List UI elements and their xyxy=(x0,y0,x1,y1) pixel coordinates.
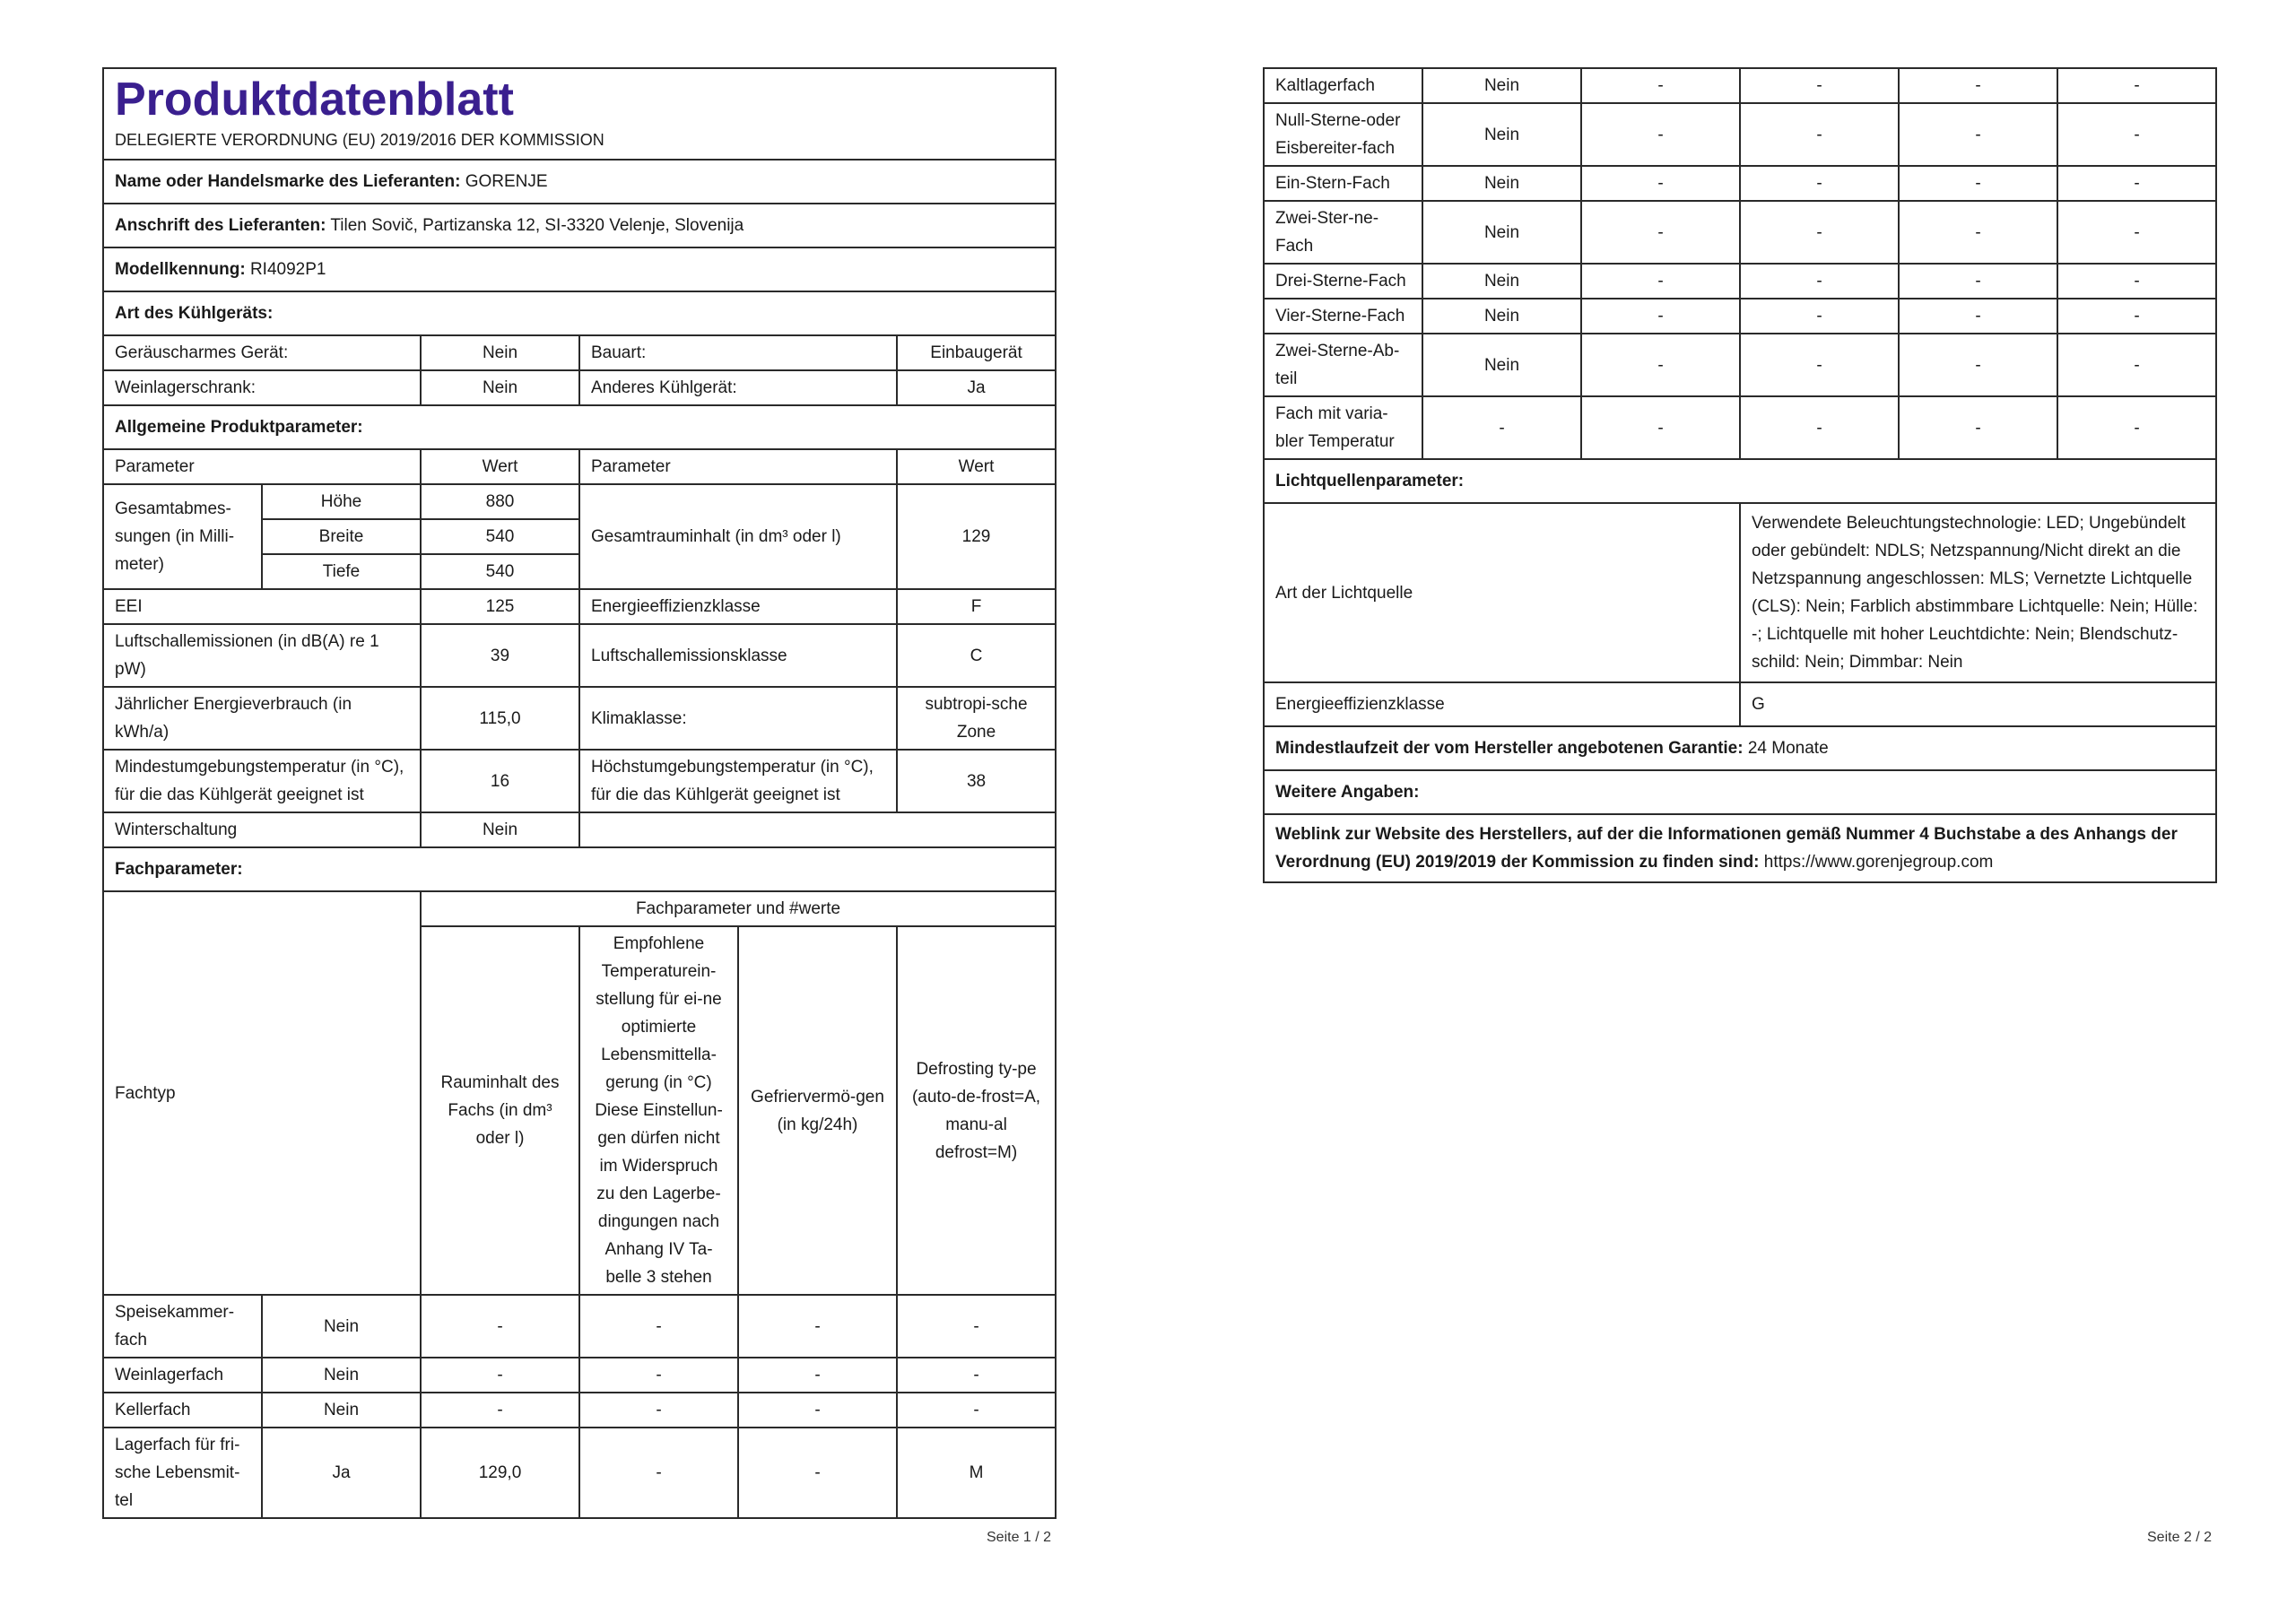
more-heading-row xyxy=(1264,770,2216,814)
comp-volume: 129,0 xyxy=(421,1428,579,1518)
value-column-header: Wert xyxy=(421,449,579,484)
comp-name: Ein-Stern-Fach xyxy=(1264,166,1422,201)
general-heading: Allgemeine Produktparameter: xyxy=(103,405,1056,449)
value-column-header: Wert xyxy=(897,449,1056,484)
comp-row xyxy=(103,1393,1056,1428)
dimension-name: Höhe xyxy=(262,484,421,519)
warranty-row xyxy=(1264,726,2216,770)
comp-present: Nein xyxy=(262,1295,421,1358)
comp-volume: - xyxy=(1581,264,1740,299)
dimensions-label: Gesamtabmes-sungen (in Milli-meter) xyxy=(103,484,262,589)
regulation-subtitle: DELEGIERTE VERORDNUNG (EU) 2019/2016 DER KOMMISSION xyxy=(115,131,604,149)
datasheet-page-1 xyxy=(102,67,1055,1519)
comp-name: Drei-Sterne-Fach xyxy=(1264,264,1422,299)
dimension-value: 540 xyxy=(421,519,579,554)
datasheet-page-2 xyxy=(1263,67,2215,883)
param-row xyxy=(103,687,1056,750)
comp-freezing-capacity: - xyxy=(1899,299,2057,334)
comp-name: Fach mit varia-bler Temperatur xyxy=(1264,396,1422,459)
param-column-header: Parameter xyxy=(103,449,421,484)
light-class-row xyxy=(1264,682,2216,726)
dimension-name: Breite xyxy=(262,519,421,554)
comp-temperature: - xyxy=(579,1358,738,1393)
winter-label: Winterschaltung xyxy=(103,812,421,847)
type-param-label: Geräuscharmes Gerät: xyxy=(103,335,421,370)
param-label: Jährlicher Energieverbrauch (in kWh/a) xyxy=(103,687,421,750)
address-label: Anschrift des Lieferanten: xyxy=(115,216,326,235)
comp-freezing-capacity: - xyxy=(738,1428,897,1518)
dimension-row xyxy=(103,484,1056,519)
page-title: Produktdatenblatt xyxy=(115,74,514,126)
model-row xyxy=(103,247,1056,291)
weblink-value[interactable]: https://www.gorenjegroup.com xyxy=(1763,853,1994,872)
param-label: Luftschallemissionsklasse xyxy=(579,624,897,687)
comp-defrost-type: M xyxy=(897,1428,1056,1518)
comp-volume: - xyxy=(1581,396,1740,459)
comp-temperature: - xyxy=(1740,166,1899,201)
param-label: Klimaklasse: xyxy=(579,687,897,750)
light-type-row xyxy=(1264,503,2216,682)
light-class-value: G xyxy=(1740,682,2216,726)
general-heading-row xyxy=(103,405,1056,449)
type-param-value: Ja xyxy=(897,370,1056,405)
volume-label: Gesamtrauminhalt (in dm³ oder l) xyxy=(579,484,897,589)
param-value: C xyxy=(897,624,1056,687)
model-value: RI4092P1 xyxy=(249,260,326,279)
type-param-value: Nein xyxy=(421,335,579,370)
param-value: 38 xyxy=(897,750,1056,812)
comp-temperature: - xyxy=(1740,264,1899,299)
comp-volume: - xyxy=(1581,103,1740,166)
comp-heading-row xyxy=(103,847,1056,891)
comp-temperature: - xyxy=(1740,299,1899,334)
comp-column-header: Gefriervermö-gen (in kg/24h) xyxy=(738,926,897,1295)
light-heading: Lichtquellenparameter: xyxy=(1264,459,2216,503)
comp-volume: - xyxy=(1581,201,1740,264)
param-row xyxy=(103,589,1056,624)
comp-name: Weinlagerfach xyxy=(103,1358,262,1393)
warranty-label: Mindestlaufzeit der vom Hersteller angebotenen Garantie: xyxy=(1275,739,1744,758)
more-heading: Weitere Angaben: xyxy=(1264,770,2216,814)
page-number: Seite 1 / 2 xyxy=(987,1530,1052,1545)
param-value: subtropi-sche Zone xyxy=(897,687,1056,750)
comp-present: Nein xyxy=(1422,334,1581,396)
type-heading-row xyxy=(103,291,1056,335)
comp-temperature: - xyxy=(579,1428,738,1518)
type-param-value: Nein xyxy=(421,370,579,405)
comp-freezing-capacity: - xyxy=(1899,68,2057,103)
comp-volume: - xyxy=(1581,334,1740,396)
datasheet-table-page-2 xyxy=(1263,67,2217,883)
comp-present: Nein xyxy=(262,1358,421,1393)
comp-row xyxy=(1264,103,2216,166)
comp-row xyxy=(1264,334,2216,396)
comp-present: Ja xyxy=(262,1428,421,1518)
comp-params-label: Fachparameter und #werte xyxy=(421,891,1056,926)
comp-column-header: Rauminhalt des Fachs (in dm³ oder l) xyxy=(421,926,579,1295)
comp-present: Nein xyxy=(1422,201,1581,264)
comp-freezing-capacity: - xyxy=(738,1358,897,1393)
comp-defrost-type: - xyxy=(897,1358,1056,1393)
dimension-value: 540 xyxy=(421,554,579,589)
dimension-name: Tiefe xyxy=(262,554,421,589)
model-label: Modellkennung: xyxy=(115,260,246,279)
type-param-label: Weinlagerschrank: xyxy=(103,370,421,405)
comp-name: Lagerfach für fri-sche Lebensmit-tel xyxy=(103,1428,262,1518)
comp-type-label: Fachtyp xyxy=(103,891,421,1295)
comp-present: Nein xyxy=(1422,68,1581,103)
warranty-value: 24 Monate xyxy=(1747,739,1829,758)
comp-temperature: - xyxy=(1740,201,1899,264)
type-param-value: Einbaugerät xyxy=(897,335,1056,370)
comp-defrost-type: - xyxy=(2057,299,2216,334)
winter-row xyxy=(103,812,1056,847)
param-label: Mindestumgebungstemperatur (in °C), für die das Kühlgerät geeignet ist xyxy=(103,750,421,812)
supplier-value: GORENJE xyxy=(465,172,548,191)
comp-temperature: - xyxy=(1740,334,1899,396)
comp-defrost-type: - xyxy=(897,1295,1056,1358)
comp-present: Nein xyxy=(262,1393,421,1428)
comp-header-row xyxy=(103,891,1056,926)
comp-row xyxy=(103,1295,1056,1358)
weblink-row xyxy=(1264,814,2216,882)
comp-row xyxy=(103,1358,1056,1393)
header-row xyxy=(103,68,1056,160)
comp-row xyxy=(1264,166,2216,201)
winter-value: Nein xyxy=(421,812,579,847)
comp-volume: - xyxy=(421,1295,579,1358)
comp-defrost-type: - xyxy=(2057,201,2216,264)
comp-volume: - xyxy=(421,1393,579,1428)
comp-name: Kaltlagerfach xyxy=(1264,68,1422,103)
comp-temperature: - xyxy=(1740,396,1899,459)
param-label: Höchstumgebungstemperatur (in °C), für die das Kühlgerät geeignet ist xyxy=(579,750,897,812)
comp-freezing-capacity: - xyxy=(1899,201,2057,264)
comp-row xyxy=(1264,68,2216,103)
comp-present: - xyxy=(1422,396,1581,459)
address-value: Tilen Sovič, Partizanska 12, SI-3320 Velenje, Slovenija xyxy=(330,216,744,235)
comp-name: Speisekammer-fach xyxy=(103,1295,262,1358)
comp-volume: - xyxy=(421,1358,579,1393)
supplier-row xyxy=(103,160,1056,204)
comp-present: Nein xyxy=(1422,103,1581,166)
comp-freezing-capacity: - xyxy=(738,1393,897,1428)
light-type-value: Verwendete Beleuchtungstechnologie: LED; Ungebündelt oder gebündelt: NDLS; Netzspannung/Nicht direkt an die Netzspannung angeschlossen: MLS; Vernetzte Lichtquelle (CLS): Nein; Farblich abstimmbare Lichtquelle: Nein; Hülle: -; Lichtquelle mit hoher Leuchtdichte: Nein; Blendschutz-schild: Nein; Dimmbar: Nein xyxy=(1740,503,2216,682)
datasheet-table-page-1 xyxy=(102,67,1057,1519)
page-number: Seite 2 / 2 xyxy=(2147,1530,2213,1545)
comp-heading: Fachparameter: xyxy=(103,847,1056,891)
comp-freezing-capacity: - xyxy=(1899,103,2057,166)
type-param-label: Bauart: xyxy=(579,335,897,370)
dimension-value: 880 xyxy=(421,484,579,519)
comp-name: Kellerfach xyxy=(103,1393,262,1428)
volume-value: 129 xyxy=(897,484,1056,589)
comp-volume: - xyxy=(1581,299,1740,334)
param-label: Energieeffizienzklasse xyxy=(579,589,897,624)
weblink-label: Weblink zur Website des Herstellers, auf der die Informationen gemäß Nummer 4 Buchstabe a des Anhangs der Verordnung (EU) 2019/2019 der Kommission zu finden sind: xyxy=(1275,825,2178,872)
supplier-label: Name oder Handelsmarke des Lieferanten: xyxy=(115,172,461,191)
comp-defrost-type: - xyxy=(2057,166,2216,201)
param-value: 125 xyxy=(421,589,579,624)
comp-row xyxy=(103,1428,1056,1518)
empty-cell xyxy=(579,812,1056,847)
comp-present: Nein xyxy=(1422,299,1581,334)
param-header-row xyxy=(103,449,1056,484)
comp-freezing-capacity: - xyxy=(1899,264,2057,299)
comp-column-header: Defrosting ty-pe (auto-de-frost=A, manu-al defrost=M) xyxy=(897,926,1056,1295)
type-heading: Art des Kühlgeräts: xyxy=(103,291,1056,335)
comp-volume: - xyxy=(1581,166,1740,201)
comp-defrost-type: - xyxy=(2057,264,2216,299)
comp-defrost-type: - xyxy=(897,1393,1056,1428)
comp-freezing-capacity: - xyxy=(1899,396,2057,459)
param-value: 16 xyxy=(421,750,579,812)
comp-present: Nein xyxy=(1422,264,1581,299)
comp-row xyxy=(1264,396,2216,459)
param-value: 39 xyxy=(421,624,579,687)
comp-defrost-type: - xyxy=(2057,396,2216,459)
comp-freezing-capacity: - xyxy=(738,1295,897,1358)
comp-column-header: Empfohlene Temperaturein-stellung für ei-ne optimierte Lebensmittella-gerung (in °C) Diese Einstellun-gen dürfen nicht im Widerspruch zu den Lagerbe-dingungen nach Anhang IV Ta-belle 3 stehen xyxy=(579,926,738,1295)
light-class-label: Energieeffizienzklasse xyxy=(1264,682,1740,726)
comp-name: Zwei-Ster-ne-Fach xyxy=(1264,201,1422,264)
comp-volume: - xyxy=(1581,68,1740,103)
comp-row xyxy=(1264,201,2216,264)
address-row xyxy=(103,204,1056,247)
comp-freezing-capacity: - xyxy=(1899,166,2057,201)
comp-temperature: - xyxy=(579,1393,738,1428)
light-heading-row xyxy=(1264,459,2216,503)
comp-temperature: - xyxy=(1740,103,1899,166)
type-row xyxy=(103,335,1056,370)
type-param-label: Anderes Kühlgerät: xyxy=(579,370,897,405)
comp-row xyxy=(1264,264,2216,299)
comp-defrost-type: - xyxy=(2057,334,2216,396)
comp-temperature: - xyxy=(579,1295,738,1358)
comp-present: Nein xyxy=(1422,166,1581,201)
comp-defrost-type: - xyxy=(2057,68,2216,103)
comp-freezing-capacity: - xyxy=(1899,334,2057,396)
comp-defrost-type: - xyxy=(2057,103,2216,166)
param-row xyxy=(103,624,1056,687)
type-row xyxy=(103,370,1056,405)
comp-name: Vier-Sterne-Fach xyxy=(1264,299,1422,334)
param-label: EEI xyxy=(103,589,421,624)
param-label: Luftschallemissionen (in dB(A) re 1 pW) xyxy=(103,624,421,687)
param-column-header: Parameter xyxy=(579,449,897,484)
light-type-label: Art der Lichtquelle xyxy=(1264,503,1740,682)
comp-row xyxy=(1264,299,2216,334)
param-row xyxy=(103,750,1056,812)
comp-temperature: - xyxy=(1740,68,1899,103)
comp-name: Zwei-Sterne-Ab-teil xyxy=(1264,334,1422,396)
param-value: 115,0 xyxy=(421,687,579,750)
comp-name: Null-Sterne-oder Eisbereiter-fach xyxy=(1264,103,1422,166)
param-value: F xyxy=(897,589,1056,624)
